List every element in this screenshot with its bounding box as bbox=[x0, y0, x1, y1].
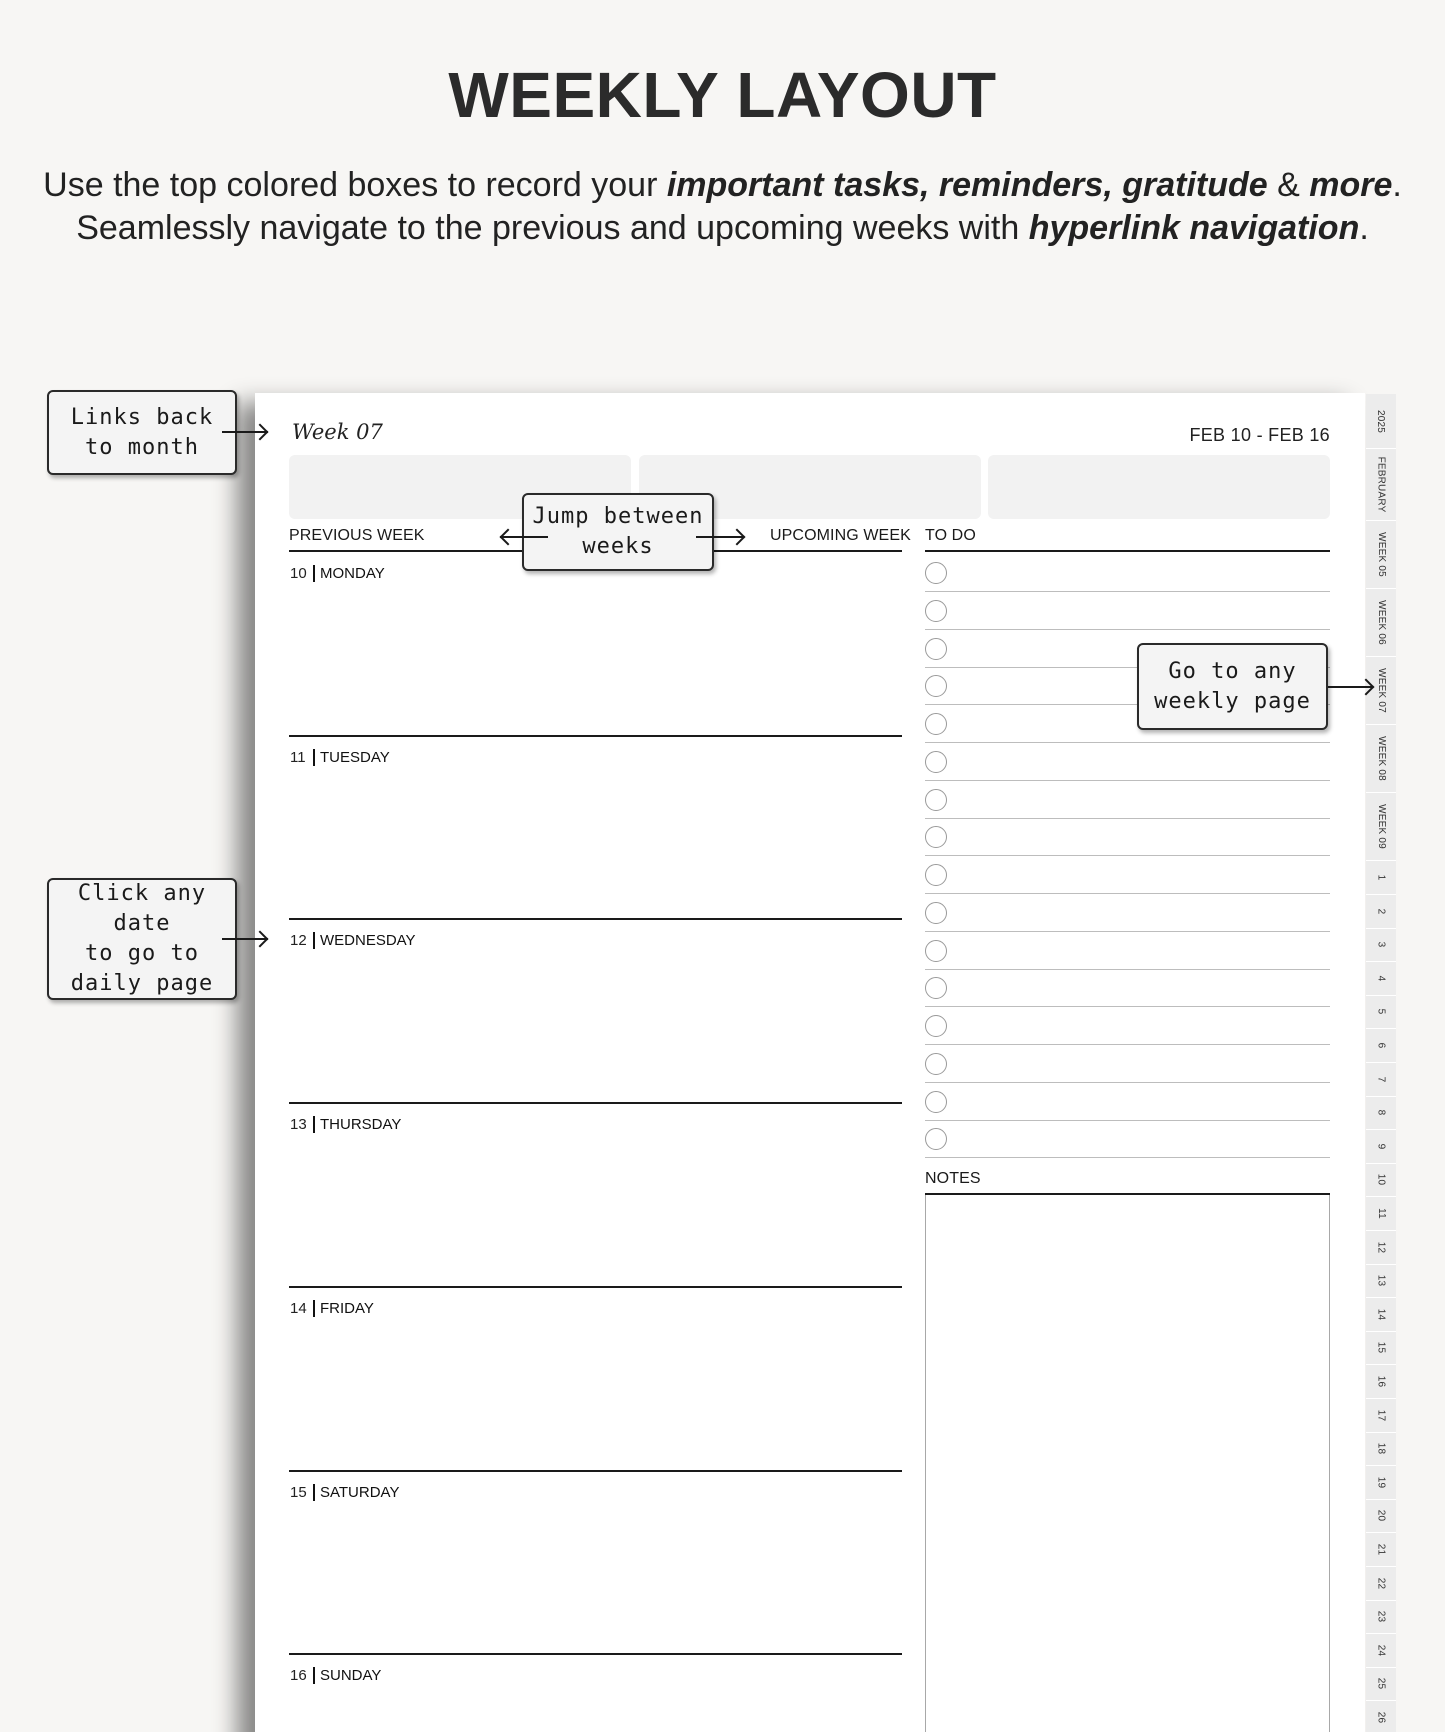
todo-checkbox[interactable] bbox=[925, 562, 947, 584]
side-tab[interactable] bbox=[1366, 1231, 1396, 1265]
side-tab-label: 3 bbox=[1375, 941, 1387, 948]
callout-jump-between-weeks bbox=[522, 493, 714, 571]
side-tab[interactable] bbox=[1366, 1331, 1396, 1365]
side-tab[interactable] bbox=[1366, 449, 1396, 521]
side-tab[interactable] bbox=[1366, 1163, 1396, 1197]
todo-line bbox=[925, 1157, 1330, 1158]
side-tab[interactable] bbox=[1366, 1634, 1396, 1668]
side-tab-label: 22 bbox=[1375, 1577, 1387, 1590]
todo-header-rule bbox=[925, 550, 1330, 552]
upcoming-week-link[interactable]: UPCOMING WEEK bbox=[770, 527, 911, 544]
side-tab-label: 11 bbox=[1375, 1208, 1387, 1219]
side-tab[interactable] bbox=[1366, 793, 1396, 861]
side-tab-label: 21 bbox=[1375, 1543, 1387, 1556]
side-tab-label: WEEK 08 bbox=[1375, 736, 1387, 781]
side-tab-label: 5 bbox=[1375, 1008, 1387, 1015]
side-tab[interactable] bbox=[1366, 895, 1396, 929]
side-tab[interactable] bbox=[1366, 1600, 1396, 1634]
side-tab-label: 9 bbox=[1375, 1143, 1387, 1150]
day-rule bbox=[289, 735, 902, 737]
side-tab[interactable] bbox=[1366, 995, 1396, 1029]
side-tab-label: WEEK 05 bbox=[1375, 532, 1387, 577]
todo-line bbox=[925, 742, 1330, 743]
side-tab[interactable] bbox=[1366, 1701, 1396, 1732]
side-tab-label: 4 bbox=[1375, 975, 1387, 982]
side-tab[interactable] bbox=[1366, 1029, 1396, 1063]
todo-checkbox[interactable] bbox=[925, 1015, 947, 1037]
todo-checkbox[interactable] bbox=[925, 751, 947, 773]
side-tab[interactable] bbox=[1366, 962, 1396, 996]
day-number-link[interactable]: 12 bbox=[290, 932, 307, 949]
callout-links-back-to-month bbox=[47, 390, 237, 475]
todo-line bbox=[925, 818, 1330, 819]
side-tab-label: 26 bbox=[1375, 1711, 1387, 1724]
intro-line-1-bold-2: more bbox=[1309, 166, 1393, 204]
side-tab-label: 17 bbox=[1375, 1409, 1387, 1422]
todo-line bbox=[925, 1044, 1330, 1045]
callout-go-to-any-weekly-page bbox=[1137, 643, 1328, 730]
side-tab-label: WEEK 07 bbox=[1375, 668, 1387, 713]
side-tab-label: 2 bbox=[1375, 908, 1387, 915]
todo-checkbox[interactable] bbox=[925, 638, 947, 660]
todo-line bbox=[925, 931, 1330, 932]
day-name[interactable]: FRIDAY bbox=[313, 1300, 374, 1317]
intro-line-1-pre: Use the top colored boxes to record your bbox=[43, 166, 667, 204]
side-tab[interactable] bbox=[1366, 1096, 1396, 1130]
todo-line bbox=[925, 893, 1330, 894]
todo-checkbox[interactable] bbox=[925, 1091, 947, 1113]
side-tab-label: 6 bbox=[1375, 1042, 1387, 1049]
callout-click-any-date bbox=[47, 878, 237, 1000]
todo-line bbox=[925, 1006, 1330, 1007]
side-tab[interactable] bbox=[1366, 1365, 1396, 1399]
side-tab[interactable] bbox=[1366, 1466, 1396, 1500]
side-tab[interactable] bbox=[1366, 1399, 1396, 1433]
todo-checkbox[interactable] bbox=[925, 713, 947, 735]
side-tab-label: WEEK 06 bbox=[1375, 600, 1387, 645]
day-rule bbox=[289, 1102, 902, 1104]
side-tab-label: 7 bbox=[1375, 1076, 1387, 1083]
side-tab[interactable] bbox=[1366, 928, 1396, 962]
day-number-link[interactable]: 15 bbox=[290, 1484, 307, 1501]
intro-line-1-end: . bbox=[1392, 166, 1402, 204]
todo-label: TO DO bbox=[925, 527, 976, 544]
todo-line bbox=[925, 1082, 1330, 1083]
side-tab-label: 19 bbox=[1375, 1476, 1387, 1489]
side-tab[interactable] bbox=[1366, 1432, 1396, 1466]
callout-text: Click any date to go to daily page bbox=[70, 881, 214, 996]
side-tab[interactable] bbox=[1366, 657, 1396, 725]
side-tab-label: 8 bbox=[1375, 1109, 1387, 1116]
todo-checkbox[interactable] bbox=[925, 600, 947, 622]
side-tab[interactable] bbox=[1366, 861, 1396, 895]
todo-line bbox=[925, 1120, 1330, 1121]
side-tab[interactable] bbox=[1366, 1298, 1396, 1332]
side-tab[interactable] bbox=[1366, 589, 1396, 657]
side-tab-label: 24 bbox=[1375, 1644, 1387, 1657]
todo-checkbox[interactable] bbox=[925, 864, 947, 886]
side-tab[interactable] bbox=[1366, 725, 1396, 793]
todo-checkbox[interactable] bbox=[925, 902, 947, 924]
side-tab-label: FEBRUARY bbox=[1375, 456, 1387, 513]
side-tab-label: 14 bbox=[1375, 1308, 1387, 1321]
side-tab[interactable] bbox=[1366, 1667, 1396, 1701]
day-number-link[interactable]: 14 bbox=[290, 1300, 307, 1317]
side-tab-label: 13 bbox=[1375, 1274, 1387, 1287]
todo-line bbox=[925, 629, 1330, 630]
intro-line-2-end: . bbox=[1359, 209, 1369, 247]
todo-checkbox[interactable] bbox=[925, 675, 947, 697]
side-tab[interactable] bbox=[1366, 1264, 1396, 1298]
side-tab-label: 15 bbox=[1375, 1341, 1387, 1354]
todo-line bbox=[925, 780, 1330, 781]
week-title-link[interactable]: Week 07 bbox=[292, 420, 383, 444]
side-tab-label: WEEK 09 bbox=[1375, 804, 1387, 849]
date-range: FEB 10 - FEB 16 bbox=[1189, 425, 1330, 445]
side-tab[interactable] bbox=[1366, 1499, 1396, 1533]
day-name[interactable]: WEDNESDAY bbox=[313, 932, 416, 949]
day-rule bbox=[289, 1653, 902, 1655]
side-tab-label: 23 bbox=[1375, 1610, 1387, 1623]
todo-checkbox[interactable] bbox=[925, 826, 947, 848]
side-tab-label: 2025 bbox=[1375, 409, 1387, 433]
callout-text: Links back to month bbox=[70, 404, 214, 460]
intro-line-1-bold: important tasks, reminders, gratitude bbox=[666, 166, 1268, 204]
day-name[interactable]: SATURDAY bbox=[313, 1484, 399, 1501]
todo-line bbox=[925, 855, 1330, 856]
todo-checkbox[interactable] bbox=[925, 789, 947, 811]
side-tab-label: 10 bbox=[1375, 1173, 1387, 1186]
callout-text: Jump between weeks bbox=[532, 504, 704, 559]
previous-week-link[interactable]: PREVIOUS WEEK bbox=[289, 527, 425, 544]
side-tab-label: 1 bbox=[1375, 874, 1387, 881]
page-heading: WEEKLY LAYOUT bbox=[448, 59, 997, 131]
intro-line-2 bbox=[0, 207, 1445, 249]
day-name[interactable]: MONDAY bbox=[313, 565, 385, 582]
side-tab-label: 18 bbox=[1375, 1442, 1387, 1455]
day-rule bbox=[289, 1470, 902, 1472]
todo-checkbox[interactable] bbox=[925, 1053, 947, 1075]
todo-line bbox=[925, 969, 1330, 970]
side-tab[interactable] bbox=[1366, 1130, 1396, 1164]
day-number-link[interactable]: 13 bbox=[290, 1116, 307, 1133]
todo-line bbox=[925, 591, 1330, 592]
todo-checkbox[interactable] bbox=[925, 940, 947, 962]
todo-checkbox[interactable] bbox=[925, 977, 947, 999]
side-tab[interactable] bbox=[1366, 394, 1396, 449]
intro-line-2-bold: hyperlink navigation bbox=[1028, 209, 1360, 247]
todo-checkbox[interactable] bbox=[925, 1128, 947, 1150]
day-name[interactable]: SUNDAY bbox=[313, 1667, 381, 1684]
top-colored-box-3[interactable] bbox=[988, 455, 1330, 519]
side-tab-label: 25 bbox=[1375, 1677, 1387, 1690]
intro-line-1-mid: & bbox=[1267, 166, 1310, 204]
side-tab[interactable] bbox=[1366, 1063, 1396, 1097]
notes-label: NOTES bbox=[925, 1170, 981, 1187]
notes-area[interactable] bbox=[925, 1195, 1330, 1732]
callout-text: Go to any weekly page bbox=[1154, 658, 1311, 714]
side-tab-label: 16 bbox=[1375, 1375, 1387, 1388]
side-tab[interactable] bbox=[1366, 1197, 1396, 1231]
day-name[interactable]: THURSDAY bbox=[313, 1116, 401, 1133]
side-tab-label: 20 bbox=[1375, 1509, 1387, 1522]
intro-line-1 bbox=[0, 164, 1445, 206]
day-name[interactable]: TUESDAY bbox=[313, 749, 390, 766]
day-rule bbox=[289, 1286, 902, 1288]
side-tab[interactable] bbox=[1366, 521, 1396, 589]
side-tab[interactable] bbox=[1366, 1533, 1396, 1567]
side-tab-label: 12 bbox=[1375, 1241, 1387, 1254]
day-number-link[interactable]: 16 bbox=[290, 1667, 307, 1684]
day-number-link[interactable]: 10 bbox=[290, 565, 307, 582]
day-rule bbox=[289, 918, 902, 920]
day-number-link[interactable]: 11 bbox=[290, 749, 306, 766]
side-tab[interactable] bbox=[1366, 1567, 1396, 1601]
intro-line-2-pre: Seamlessly navigate to the previous and upcoming weeks with bbox=[76, 209, 1029, 247]
